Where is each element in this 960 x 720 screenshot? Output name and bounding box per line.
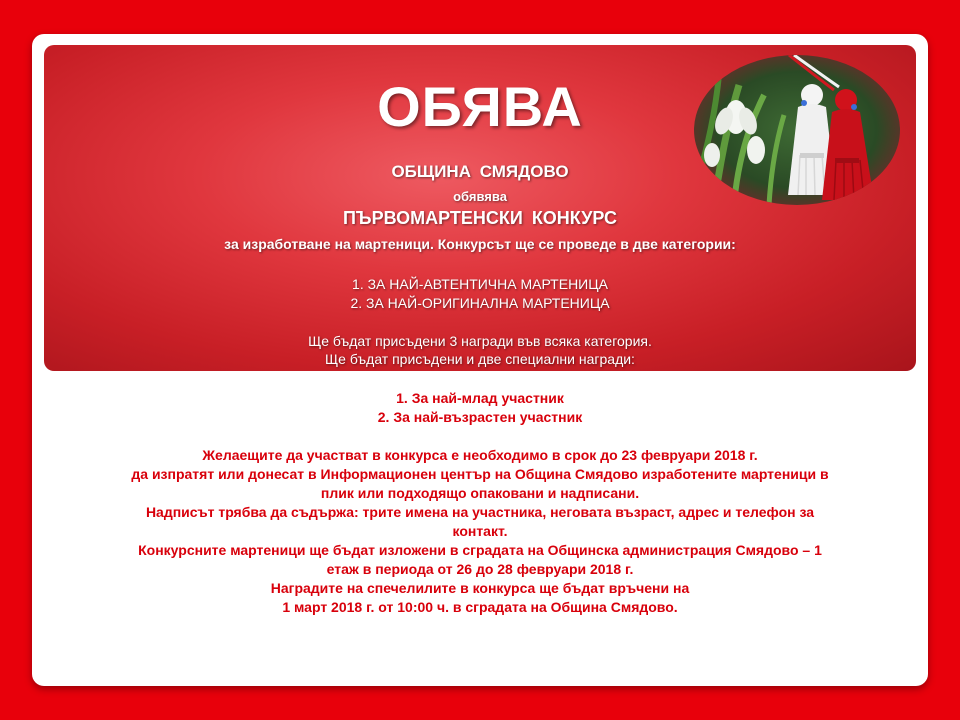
details-line: плик или подходящо опаковани и надписани. (320, 485, 640, 501)
details-line: 1 март 2018 г. от 10:00 ч. в сградата на Община Смядово. (282, 599, 678, 615)
municipality-name: ОБЩИНА СМЯДОВО (391, 162, 569, 181)
announces-text: обявява (453, 189, 507, 204)
special-award-item: 2. За най-възрастен участник (377, 409, 583, 425)
contest-name: ПЪРВОМАРТЕНСКИ КОНКУРС (342, 208, 617, 228)
category-item: 2. ЗА НАЙ-ОРИГИНАЛНА МАРТЕНИЦА (350, 295, 610, 311)
details-line: контакт. (452, 523, 508, 539)
contest-intro: за изработване на мартеници. Конкурсът ще се проведе в две категории: (224, 236, 736, 252)
special-award-item: 1. За най-млад участник (396, 390, 564, 406)
details-line: етаж в периода от 26 до 28 февруари 2018 г. (326, 561, 634, 577)
details-paragraph (70, 446, 890, 617)
details-line: Конкурсните мартеници ще бъдат изложени в сградата на Общинска администрация Смядово – 1 (138, 542, 822, 558)
category-item: 1. ЗА НАЙ-АВТЕНТИЧНА МАРТЕНИЦА (352, 276, 608, 292)
details-line: да изпратят или донесат в Информационен център на Община Смядово изработените мартеници в (131, 466, 829, 482)
awards-text: Ще бъдат присъдени и две специални награди: (325, 351, 635, 367)
details-line: Наградите на спечелилите в конкурса ще бъдат връчени на (270, 580, 690, 596)
awards-text: Ще бъдат присъдени 3 награди във всяка категория. (308, 333, 652, 349)
details-line: Надписът трябва да съдържа: трите имена на участника, неговата възраст, адрес и телефон за (145, 504, 815, 520)
announcement-title: ОБЯВА (377, 75, 583, 138)
details-line: Желаещите да участват в конкурса е необходимо в срок до 23 февруари 2018 г. (202, 447, 758, 463)
